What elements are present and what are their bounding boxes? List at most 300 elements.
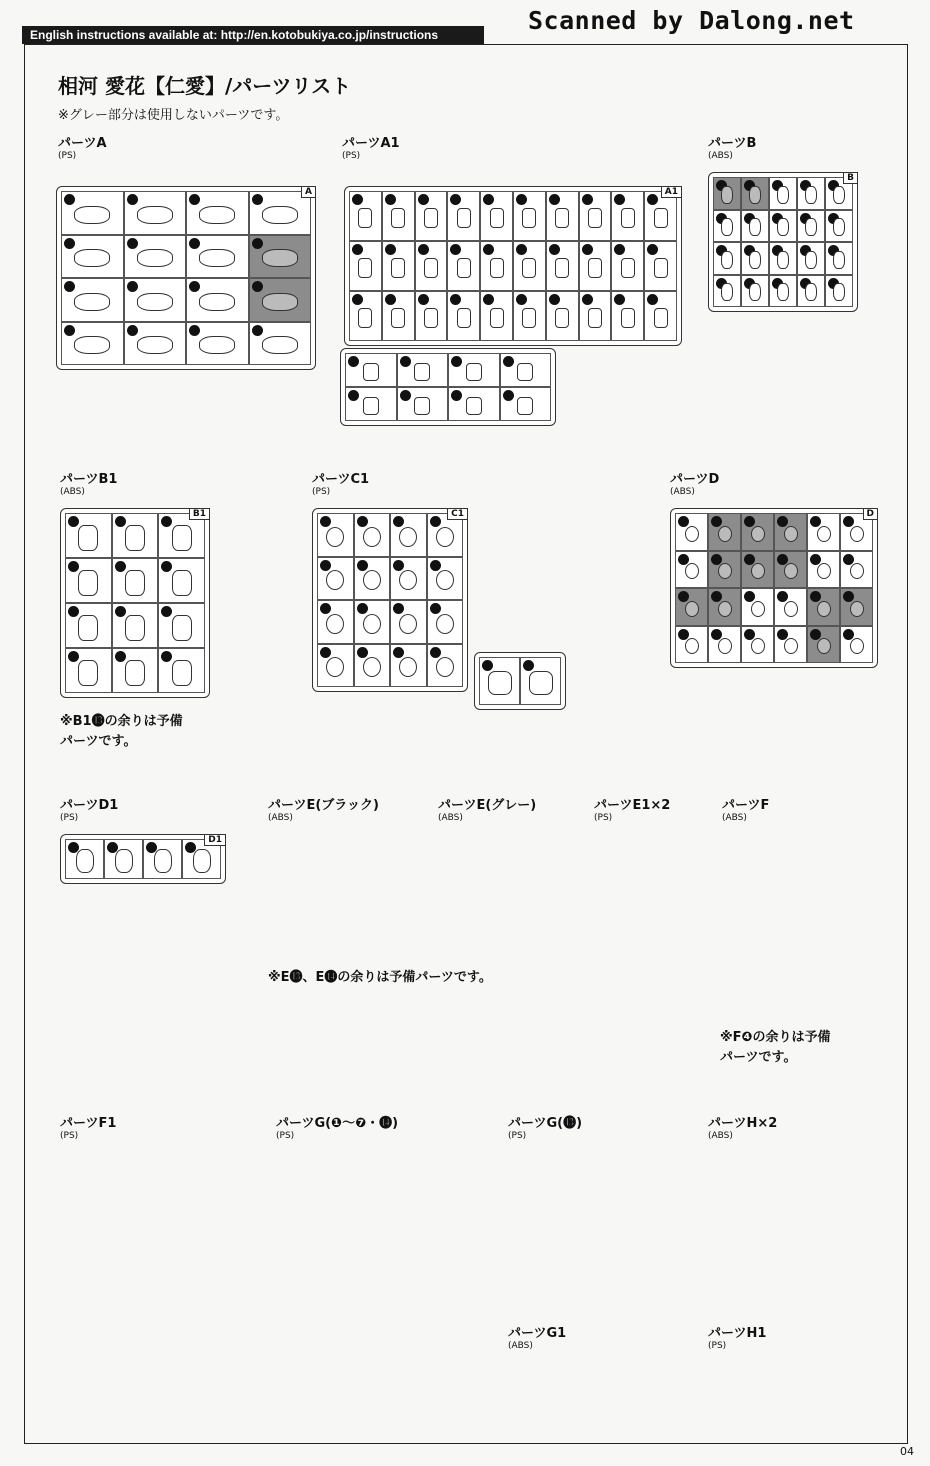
- part-cell: [124, 278, 187, 322]
- part-number-marker: [127, 281, 138, 292]
- part-number-marker: [647, 244, 658, 255]
- part-number-marker: [115, 516, 126, 527]
- part-shape: [172, 660, 192, 686]
- part-shape: [749, 218, 761, 236]
- part-cell: [317, 600, 354, 644]
- part-shape: [399, 570, 417, 590]
- part-number-marker: [450, 294, 461, 305]
- part-cell: [186, 235, 249, 279]
- part-shape: [685, 638, 699, 654]
- part-shape: [850, 526, 864, 542]
- part-number-marker: [400, 390, 411, 401]
- part-shape: [522, 258, 536, 278]
- part-number-marker: [744, 554, 755, 565]
- part-number-marker: [189, 325, 200, 336]
- part-shape: [363, 363, 379, 381]
- part-number-marker: [385, 244, 396, 255]
- part-shape: [262, 336, 298, 354]
- part-cell: [349, 191, 382, 241]
- part-shape: [850, 601, 864, 617]
- part-shape: [751, 563, 765, 579]
- part-number-marker: [161, 561, 172, 572]
- part-shape: [833, 186, 845, 204]
- part-number-marker: [549, 244, 560, 255]
- part-shape: [817, 563, 831, 579]
- part-shape: [777, 283, 789, 301]
- part-cell: [249, 278, 312, 322]
- part-shape: [74, 293, 110, 311]
- part-number-marker: [348, 356, 359, 367]
- part-cell: [807, 588, 840, 626]
- part-shape: [784, 526, 798, 542]
- part-shape: [74, 336, 110, 354]
- part-cell: [427, 557, 464, 601]
- part-number-marker: [68, 516, 79, 527]
- page-number: 04: [900, 1445, 914, 1458]
- part-cell: [382, 291, 415, 341]
- part-cell: [774, 513, 807, 551]
- part-number-marker: [385, 294, 396, 305]
- part-cell: [611, 191, 644, 241]
- part-cell: [448, 387, 500, 421]
- part-cell: [769, 242, 797, 275]
- part-cell: [611, 291, 644, 341]
- part-cell: [546, 291, 579, 341]
- part-number-marker: [252, 325, 263, 336]
- part-cell: [317, 644, 354, 688]
- part-shape: [805, 218, 817, 236]
- part-number-marker: [451, 390, 462, 401]
- part-cell: [390, 600, 427, 644]
- part-number-marker: [516, 194, 527, 205]
- part-shape: [721, 251, 733, 269]
- note-b1-spare: ※B1⓭の余りは予備 パーツです。: [60, 714, 183, 749]
- part-cell: [186, 278, 249, 322]
- gray-parts-note: ※グレー部分は使用しないパーツです。: [58, 108, 289, 123]
- part-cell: [807, 626, 840, 664]
- part-cell: [415, 191, 448, 241]
- part-shape: [833, 283, 845, 301]
- part-number-marker: [810, 554, 821, 565]
- part-shape: [125, 660, 145, 686]
- part-number-marker: [430, 516, 441, 527]
- part-number-marker: [252, 194, 263, 205]
- part-shape: [399, 614, 417, 634]
- part-label-d1: パーツD1 (PS): [60, 798, 119, 823]
- part-number-marker: [418, 244, 429, 255]
- part-cell: [427, 600, 464, 644]
- part-cell: [500, 353, 552, 387]
- part-number-marker: [483, 194, 494, 205]
- part-number-marker: [115, 606, 126, 617]
- part-cell: [65, 558, 112, 603]
- part-shape: [137, 336, 173, 354]
- part-shape: [490, 208, 504, 228]
- part-number-marker: [744, 629, 755, 640]
- part-cell: [675, 513, 708, 551]
- part-shape: [517, 363, 533, 381]
- part-number-marker: [647, 294, 658, 305]
- part-cell: [713, 242, 741, 275]
- part-number-marker: [744, 516, 755, 527]
- part-cell: [186, 191, 249, 235]
- part-cell: [124, 322, 187, 366]
- part-number-marker: [450, 194, 461, 205]
- part-cell: [797, 177, 825, 210]
- part-cell: [382, 241, 415, 291]
- part-shape: [172, 525, 192, 551]
- part-cell: [797, 210, 825, 243]
- part-cell: [644, 241, 677, 291]
- part-number-marker: [711, 591, 722, 602]
- part-cell: [500, 387, 552, 421]
- runner-d1: [60, 834, 226, 884]
- part-cell: [390, 513, 427, 557]
- part-number-marker: [614, 244, 625, 255]
- part-cell: [447, 291, 480, 341]
- part-shape: [262, 206, 298, 224]
- part-shape: [436, 527, 454, 547]
- part-shape: [424, 308, 438, 328]
- part-cell: [124, 235, 187, 279]
- part-shape: [718, 638, 732, 654]
- runner-tag: D: [863, 508, 878, 520]
- part-shape: [555, 258, 569, 278]
- part-cell: [317, 513, 354, 557]
- part-number-marker: [678, 516, 689, 527]
- part-shape: [621, 308, 635, 328]
- part-cell: [579, 241, 612, 291]
- part-shape: [466, 363, 482, 381]
- part-shape: [137, 293, 173, 311]
- part-cell: [382, 191, 415, 241]
- part-cell: [708, 513, 741, 551]
- part-cell: [112, 558, 159, 603]
- runner-tag: D1: [204, 834, 226, 846]
- part-number-marker: [418, 194, 429, 205]
- part-shape: [784, 563, 798, 579]
- part-label-a: パーツA (PS): [58, 136, 107, 161]
- part-number-marker: [393, 560, 404, 571]
- part-shape: [326, 570, 344, 590]
- part-number-marker: [523, 660, 534, 671]
- part-shape: [436, 570, 454, 590]
- part-shape: [751, 638, 765, 654]
- part-shape: [721, 283, 733, 301]
- part-cell: [354, 513, 391, 557]
- part-label-b1: パーツB1 (ABS): [60, 472, 118, 497]
- part-cell: [513, 241, 546, 291]
- page-title: 相河 愛花【仁愛】/パーツリスト: [58, 74, 352, 98]
- part-cell: [840, 626, 873, 664]
- part-number-marker: [64, 325, 75, 336]
- part-number-marker: [68, 606, 79, 617]
- part-shape: [78, 660, 98, 686]
- part-label-f: パーツF (ABS): [722, 798, 770, 823]
- part-number-marker: [647, 194, 658, 205]
- part-number-marker: [418, 294, 429, 305]
- part-cell: [397, 387, 449, 421]
- part-shape: [172, 615, 192, 641]
- runner-c1b: [474, 652, 566, 710]
- part-cell: [354, 644, 391, 688]
- part-cell: [513, 191, 546, 241]
- part-cell: [546, 241, 579, 291]
- part-number-marker: [68, 651, 79, 662]
- runner-tag: B: [843, 172, 858, 184]
- part-shape: [436, 614, 454, 634]
- part-cell: [158, 603, 205, 648]
- part-number-marker: [64, 238, 75, 249]
- part-cell: [713, 275, 741, 308]
- part-cell: [741, 210, 769, 243]
- part-shape: [391, 208, 405, 228]
- part-number-marker: [357, 560, 368, 571]
- part-shape: [414, 397, 430, 415]
- part-shape: [850, 638, 864, 654]
- part-cell: [769, 275, 797, 308]
- part-cell: [741, 242, 769, 275]
- part-cell: [741, 626, 774, 664]
- part-cell: [249, 235, 312, 279]
- part-shape: [749, 251, 761, 269]
- part-shape: [490, 258, 504, 278]
- part-label-a1: パーツA1 (PS): [342, 136, 400, 161]
- part-shape: [262, 249, 298, 267]
- part-cell: [397, 353, 449, 387]
- part-label-h: パーツH×2 (ABS): [708, 1116, 778, 1141]
- part-cell: [741, 275, 769, 308]
- note-e-spare: ※E⓭、E⓮の余りは予備パーツです。: [268, 970, 492, 985]
- part-cell: [825, 275, 853, 308]
- part-number-marker: [678, 591, 689, 602]
- part-number-marker: [385, 194, 396, 205]
- part-shape: [76, 849, 94, 873]
- part-number-marker: [357, 603, 368, 614]
- part-cell: [708, 588, 741, 626]
- part-shape: [749, 283, 761, 301]
- part-shape: [784, 601, 798, 617]
- part-shape: [621, 208, 635, 228]
- part-cell: [345, 353, 397, 387]
- part-shape: [805, 186, 817, 204]
- part-shape: [555, 308, 569, 328]
- part-shape: [391, 258, 405, 278]
- part-cell: [741, 551, 774, 589]
- part-shape: [326, 614, 344, 634]
- part-cell: [708, 551, 741, 589]
- part-shape: [833, 251, 845, 269]
- part-shape: [125, 570, 145, 596]
- part-shape: [125, 525, 145, 551]
- part-shape: [78, 570, 98, 596]
- part-cell: [807, 551, 840, 589]
- part-number-marker: [348, 390, 359, 401]
- part-shape: [78, 615, 98, 641]
- scan-watermark: Scanned by Dalong.net: [528, 6, 855, 35]
- part-number-marker: [614, 294, 625, 305]
- part-cell: [825, 242, 853, 275]
- runner-tag: B1: [189, 508, 210, 520]
- runner-a: [56, 186, 316, 370]
- part-shape: [784, 638, 798, 654]
- part-shape: [850, 563, 864, 579]
- part-number-marker: [393, 647, 404, 658]
- part-label-h1: パーツH1 (PS): [708, 1326, 767, 1351]
- part-shape: [654, 208, 668, 228]
- part-cell: [317, 557, 354, 601]
- part-cell: [447, 191, 480, 241]
- part-number-marker: [744, 591, 755, 602]
- part-shape: [833, 218, 845, 236]
- part-label-b: パーツB (ABS): [708, 136, 757, 161]
- part-number-marker: [320, 560, 331, 571]
- part-cell: [520, 657, 561, 705]
- part-cell: [112, 513, 159, 558]
- part-shape: [490, 308, 504, 328]
- part-number-marker: [357, 647, 368, 658]
- part-label-g: パーツG(❶〜❼・⓮) (PS): [276, 1116, 399, 1141]
- part-number-marker: [483, 294, 494, 305]
- part-shape: [262, 293, 298, 311]
- part-cell: [61, 191, 124, 235]
- part-shape: [414, 363, 430, 381]
- part-shape: [522, 208, 536, 228]
- part-shape: [358, 208, 372, 228]
- part-cell: [644, 291, 677, 341]
- part-cell: [65, 648, 112, 693]
- part-shape: [751, 526, 765, 542]
- part-shape: [358, 308, 372, 328]
- part-shape: [363, 657, 381, 677]
- part-number-marker: [127, 325, 138, 336]
- part-shape: [718, 563, 732, 579]
- part-cell: [675, 551, 708, 589]
- part-shape: [199, 249, 235, 267]
- part-number-marker: [430, 647, 441, 658]
- part-cell: [186, 322, 249, 366]
- part-number-marker: [614, 194, 625, 205]
- part-shape: [74, 206, 110, 224]
- part-cell: [61, 235, 124, 279]
- part-label-g13: パーツG(⓭) (PS): [508, 1116, 583, 1141]
- part-shape: [718, 526, 732, 542]
- part-shape: [399, 527, 417, 547]
- part-shape: [199, 336, 235, 354]
- part-shape: [363, 614, 381, 634]
- part-cell: [349, 241, 382, 291]
- part-shape: [685, 563, 699, 579]
- part-number-marker: [503, 390, 514, 401]
- part-number-marker: [352, 294, 363, 305]
- runner-a1: [344, 186, 682, 346]
- part-shape: [805, 283, 817, 301]
- part-cell: [713, 177, 741, 210]
- part-cell: [447, 241, 480, 291]
- part-shape: [718, 601, 732, 617]
- part-cell: [840, 551, 873, 589]
- part-cell: [774, 588, 807, 626]
- part-number-marker: [777, 554, 788, 565]
- part-number-marker: [711, 554, 722, 565]
- part-cell: [158, 558, 205, 603]
- part-cell: [112, 648, 159, 693]
- part-number-marker: [430, 603, 441, 614]
- part-number-marker: [843, 516, 854, 527]
- part-cell: [708, 626, 741, 664]
- part-number-marker: [483, 244, 494, 255]
- part-cell: [479, 657, 520, 705]
- part-shape: [777, 186, 789, 204]
- part-cell: [741, 513, 774, 551]
- part-cell: [675, 626, 708, 664]
- runner-tag: A: [301, 186, 316, 198]
- part-label-e1: パーツE1×2 (PS): [594, 798, 671, 823]
- part-number-marker: [843, 554, 854, 565]
- part-shape: [74, 249, 110, 267]
- part-cell: [769, 210, 797, 243]
- part-shape: [817, 526, 831, 542]
- part-cell: [713, 210, 741, 243]
- part-shape: [399, 657, 417, 677]
- part-cell: [65, 513, 112, 558]
- part-cell: [415, 241, 448, 291]
- part-shape: [749, 186, 761, 204]
- part-cell: [774, 551, 807, 589]
- part-number-marker: [711, 629, 722, 640]
- part-label-c1: パーツC1 (PS): [312, 472, 370, 497]
- part-number-marker: [482, 660, 493, 671]
- part-shape: [721, 186, 733, 204]
- part-cell: [61, 322, 124, 366]
- part-number-marker: [252, 238, 263, 249]
- part-number-marker: [503, 356, 514, 367]
- part-number-marker: [400, 356, 411, 367]
- part-number-marker: [352, 194, 363, 205]
- part-cell: [448, 353, 500, 387]
- part-cell: [61, 278, 124, 322]
- part-cell: [741, 588, 774, 626]
- part-number-marker: [64, 194, 75, 205]
- part-shape: [199, 293, 235, 311]
- part-cell: [415, 291, 448, 341]
- part-cell: [774, 626, 807, 664]
- part-cell: [579, 191, 612, 241]
- part-shape: [654, 308, 668, 328]
- part-shape: [457, 258, 471, 278]
- part-number-marker: [352, 244, 363, 255]
- part-number-marker: [582, 194, 593, 205]
- part-number-marker: [115, 651, 126, 662]
- part-cell: [112, 603, 159, 648]
- part-shape: [817, 638, 831, 654]
- part-label-f1: パーツF1 (PS): [60, 1116, 117, 1141]
- part-cell: [807, 513, 840, 551]
- part-number-marker: [582, 244, 593, 255]
- part-number-marker: [320, 603, 331, 614]
- english-instructions-banner: English instructions available at: http://en.kotobukiya.co.jp/instructions: [22, 26, 484, 44]
- part-cell: [825, 210, 853, 243]
- part-shape: [424, 258, 438, 278]
- part-cell: [65, 603, 112, 648]
- runner-a1b: [340, 348, 556, 426]
- part-number-marker: [777, 591, 788, 602]
- runner-tag: C1: [447, 508, 468, 520]
- part-number-marker: [320, 516, 331, 527]
- part-shape: [555, 208, 569, 228]
- part-number-marker: [127, 238, 138, 249]
- runner-d: [670, 508, 878, 668]
